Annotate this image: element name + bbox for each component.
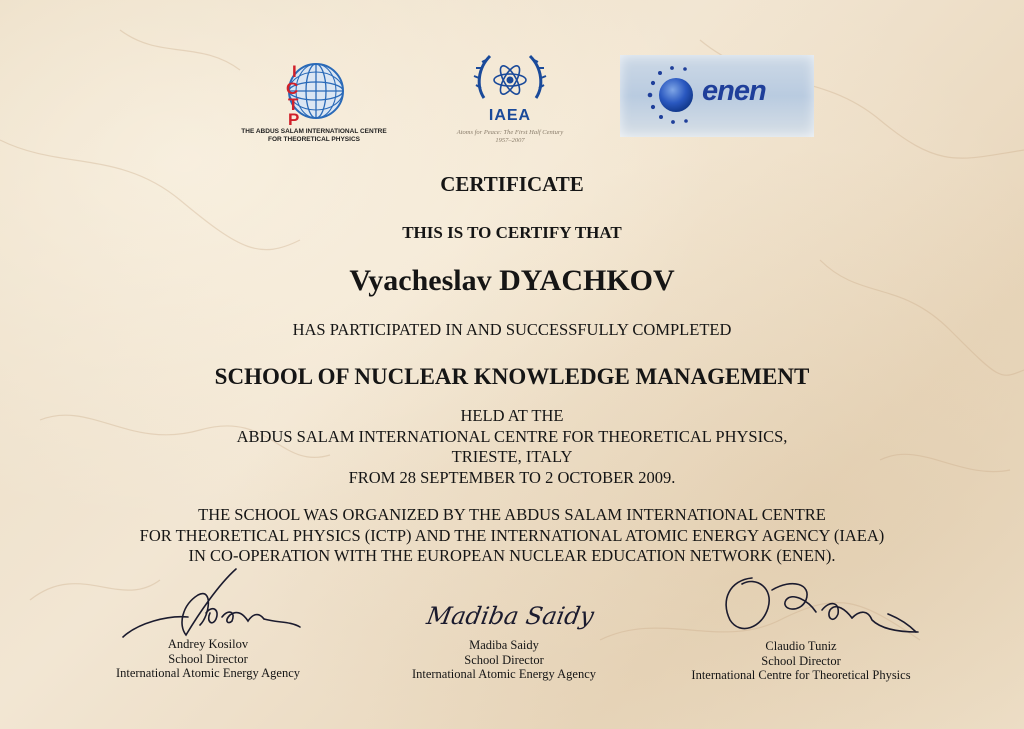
certificate-title: CERTIFICATE <box>440 172 584 196</box>
signature-saidy-text: Madiba Saidy <box>424 602 596 630</box>
ictp-globe-icon <box>228 58 400 128</box>
signatory-role: School Director <box>464 652 544 667</box>
recipient-name: Vyacheslav DYACHKOV <box>349 264 675 297</box>
organized-line-3: IN CO-OPERATION WITH THE EUROPEAN NUCLEAR EDUCATION NETWORK (ENEN). <box>188 546 836 565</box>
school-name: SCHOOL OF NUCLEAR KNOWLEDGE MANAGEMENT <box>214 364 810 389</box>
ictp-letter-t: T <box>288 95 299 114</box>
held-line-1: HELD AT THE <box>460 406 564 425</box>
ictp-letter-i: I <box>292 62 297 81</box>
organized-by-block <box>0 505 1024 567</box>
signatory-kosilov <box>108 637 308 681</box>
ictp-logo <box>228 58 400 148</box>
signatory-name: Claudio Tuniz <box>765 639 837 653</box>
signature-tuniz <box>712 570 932 645</box>
iaea-motto-line-1: Atoms for Peace: The First Half Century <box>456 129 564 136</box>
iaea-motto <box>440 129 580 145</box>
signatory-org: International Atomic Energy Agency <box>411 667 597 681</box>
enen-globe-icon <box>620 55 710 137</box>
held-line-4: FROM 28 SEPTEMBER TO 2 OCTOBER 2009. <box>348 467 676 487</box>
ictp-caption <box>228 128 400 144</box>
held-at-block <box>0 406 1024 488</box>
signatory-tuniz <box>688 639 914 683</box>
signatory-name: Andrey Kosilov <box>167 637 249 651</box>
enen-logo <box>620 55 814 137</box>
ictp-letter-p: P <box>288 110 300 128</box>
signatory-org: International Atomic Energy Agency <box>115 666 301 680</box>
certify-line: THIS IS TO CERTIFY THAT <box>402 223 622 242</box>
organized-line-2: FOR THEORETICAL PHYSICS (ICTP) AND THE INTERNATIONAL ATOMIC ENERGY AGENCY (IAEA) <box>139 525 885 545</box>
signatory-saidy <box>404 638 604 682</box>
signature-kosilov <box>118 565 308 645</box>
iaea-motto-line-2: 1957–2007 <box>495 137 525 144</box>
enen-wordmark: enen <box>702 75 766 107</box>
ictp-caption-line-2: FOR THEORETICAL PHYSICS <box>268 136 360 143</box>
ictp-caption-line-1: THE ABDUS SALAM INTERNATIONAL CENTRE <box>241 128 387 135</box>
organized-line-1: THE SCHOOL WAS ORGANIZED BY THE ABDUS SALAM INTERNATIONAL CENTRE <box>198 505 826 524</box>
signatory-name: Madiba Saidy <box>469 638 539 652</box>
signatory-role: School Director <box>168 651 248 666</box>
signatory-role: School Director <box>761 653 841 668</box>
iaea-logo <box>440 52 580 152</box>
signatory-org: International Centre for Theoretical Physics <box>691 668 911 682</box>
ictp-letter-c: C <box>286 79 299 98</box>
held-line-3: TRIESTE, ITALY <box>451 447 573 466</box>
participated-line: HAS PARTICIPATED IN AND SUCCESSFULLY COMPLETED <box>292 320 732 339</box>
iaea-wordmark: IAEA <box>488 107 532 124</box>
held-line-2: ABDUS SALAM INTERNATIONAL CENTRE FOR THEORETICAL PHYSICS, <box>236 426 788 446</box>
iaea-atom-wreath-icon <box>440 52 580 108</box>
signature-saidy <box>424 588 618 638</box>
